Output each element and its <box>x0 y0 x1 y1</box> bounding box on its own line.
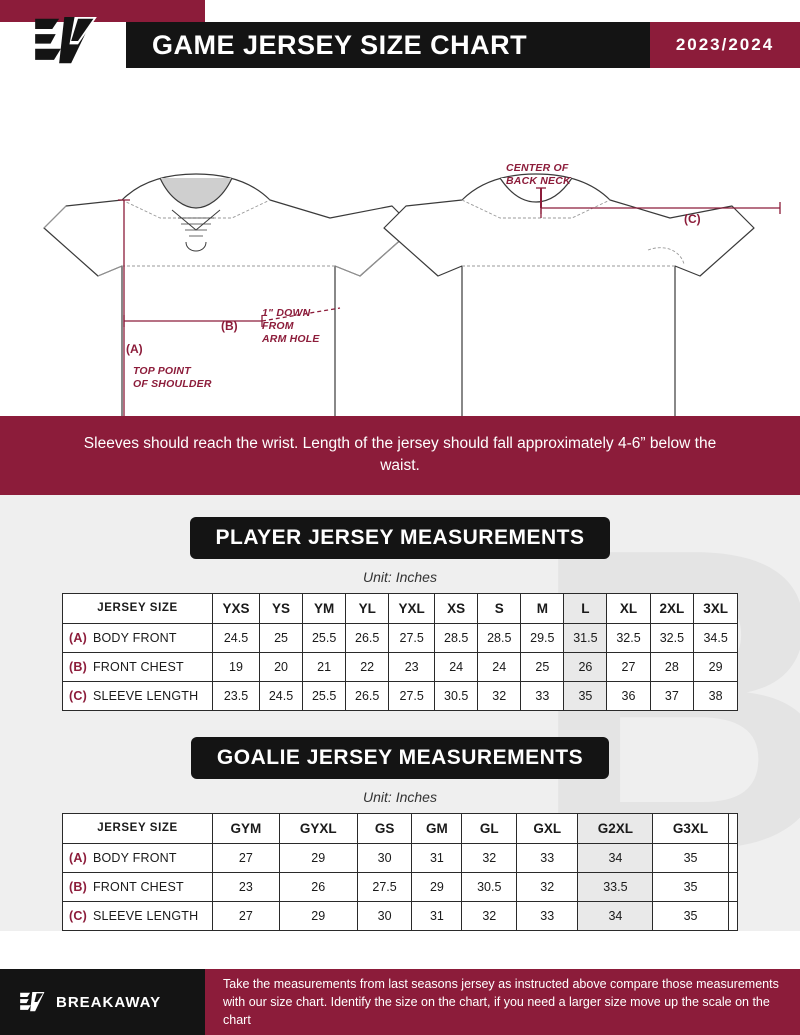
goalie-r0-c5: 33 <box>517 843 578 872</box>
page-header <box>0 0 800 78</box>
player-r2-c4: 27.5 <box>389 681 435 710</box>
goalie-r1-c7: 35 <box>653 872 728 901</box>
player-r0-c0: 24.5 <box>213 623 260 652</box>
goalie-row-0-label <box>63 843 213 872</box>
player-col-10: 2XL <box>650 593 694 623</box>
brand-logo <box>12 10 120 72</box>
goalie-col-4: GL <box>462 813 517 843</box>
table-row <box>63 652 738 681</box>
goalie-row-0-tag: (A) <box>69 850 87 865</box>
tag-c: (C) <box>684 212 701 226</box>
player-r0-c5: 28.5 <box>435 623 478 652</box>
player-col-6: S <box>478 593 521 623</box>
goalie-r2-c2: 30 <box>357 901 412 930</box>
player-r1-c0: 19 <box>213 652 260 681</box>
goalie-r1-c5: 32 <box>517 872 578 901</box>
player-col-3: YL <box>346 593 389 623</box>
player-row-2-label <box>63 681 213 710</box>
goalie-r0-c6: 34 <box>578 843 653 872</box>
player-r2-c3: 26.5 <box>346 681 389 710</box>
goalie-r1-c1: 26 <box>279 872 357 901</box>
goalie-size-label: JERSEY SIZE <box>63 813 213 843</box>
player-r1-c11: 29 <box>694 652 738 681</box>
goalie-col-1: GYXL <box>279 813 357 843</box>
jersey-illustration <box>0 78 800 416</box>
player-r2-c9: 36 <box>607 681 650 710</box>
player-row-0-label <box>63 623 213 652</box>
player-col-8: L <box>564 593 607 623</box>
player-col-7: M <box>521 593 564 623</box>
player-row-0-tag: (A) <box>69 630 87 645</box>
player-r0-c1: 25 <box>260 623 303 652</box>
goalie-r0-c7: 35 <box>653 843 728 872</box>
table-row <box>63 843 738 872</box>
player-unit-label: Unit: Inches <box>363 568 437 585</box>
player-r2-c1: 24.5 <box>260 681 303 710</box>
page-title: GAME JERSEY SIZE CHART <box>152 29 528 60</box>
goalie-row-2-tag: (C) <box>69 908 87 923</box>
goalie-r0-c4: 32 <box>462 843 517 872</box>
goalie-col-spacer <box>728 813 737 843</box>
player-r2-c5: 30.5 <box>435 681 478 710</box>
goalie-row-2-name: SLEEVE LENGTH <box>92 908 199 923</box>
player-r1-c7: 25 <box>521 652 564 681</box>
goalie-r1-spacer <box>728 872 737 901</box>
annotation-top-point-shoulder: TOP POINT OF SHOULDER <box>133 365 212 391</box>
table-row <box>63 681 738 710</box>
fit-note: Sleeves should reach the wrist. Length of the jersey should fall approximately 4-6” below the waist. <box>0 416 800 495</box>
breakaway-b-logo-icon <box>18 985 48 1019</box>
goalie-col-7: G3XL <box>653 813 728 843</box>
player-r1-c9: 27 <box>607 652 650 681</box>
player-r1-c1: 20 <box>260 652 303 681</box>
player-r0-c11: 34.5 <box>694 623 738 652</box>
player-table-wrap <box>0 593 800 711</box>
player-r1-c2: 21 <box>303 652 346 681</box>
goalie-r2-c6: 34 <box>578 901 653 930</box>
player-r1-c8: 26 <box>564 652 607 681</box>
goalie-r2-c1: 29 <box>279 901 357 930</box>
player-row-2-tag: (C) <box>69 688 87 703</box>
player-r0-c10: 32.5 <box>650 623 694 652</box>
player-section-title: PLAYER JERSEY MEASUREMENTS <box>190 517 611 559</box>
goalie-r0-spacer <box>728 843 737 872</box>
goalie-row-0-name: BODY FRONT <box>92 850 177 865</box>
tag-b: (B) <box>221 319 238 333</box>
goalie-measurements-table <box>62 813 738 931</box>
goalie-r2-c4: 32 <box>462 901 517 930</box>
player-r0-c9: 32.5 <box>607 623 650 652</box>
player-col-0: YXS <box>213 593 260 623</box>
player-r0-c3: 26.5 <box>346 623 389 652</box>
table-row <box>63 872 738 901</box>
player-row-2-name: SLEEVE LENGTH <box>92 688 199 703</box>
player-col-5: XS <box>435 593 478 623</box>
table-row <box>63 901 738 930</box>
player-r1-c4: 23 <box>389 652 435 681</box>
player-col-11: 3XL <box>694 593 738 623</box>
table-row <box>63 623 738 652</box>
player-r2-c7: 33 <box>521 681 564 710</box>
goalie-r2-spacer <box>728 901 737 930</box>
goalie-r2-c7: 35 <box>653 901 728 930</box>
player-col-9: XL <box>607 593 650 623</box>
annotation-center-back-neck: CENTER OF BACK NECK <box>506 162 571 188</box>
annotation-arm-hole: 1" DOWN FROM ARM HOLE <box>262 307 320 346</box>
goalie-unit-label: Unit: Inches <box>363 788 437 805</box>
goalie-r0-c3: 31 <box>412 843 462 872</box>
goalie-r1-c6: 33.5 <box>578 872 653 901</box>
player-r2-c10: 37 <box>650 681 694 710</box>
player-r0-c4: 27.5 <box>389 623 435 652</box>
player-r1-c5: 24 <box>435 652 478 681</box>
goalie-col-2: GS <box>357 813 412 843</box>
jersey-diagram-svg <box>0 78 800 416</box>
player-r1-c3: 22 <box>346 652 389 681</box>
player-r2-c8: 35 <box>564 681 607 710</box>
player-measurements-table <box>62 593 738 711</box>
season-badge: 2023/2024 <box>650 22 800 68</box>
goalie-r0-c1: 29 <box>279 843 357 872</box>
goalie-r2-c0: 27 <box>213 901 280 930</box>
player-r2-c11: 38 <box>694 681 738 710</box>
goalie-r1-c4: 30.5 <box>462 872 517 901</box>
goalie-section-title: GOALIE JERSEY MEASUREMENTS <box>191 737 609 779</box>
player-size-label: JERSEY SIZE <box>63 593 213 623</box>
page-footer <box>0 969 800 1035</box>
tag-a: (A) <box>126 342 143 356</box>
goalie-r0-c2: 30 <box>357 843 412 872</box>
footer-brand <box>0 969 205 1035</box>
goalie-row-2-label <box>63 901 213 930</box>
title-bar <box>126 22 800 68</box>
footer-brand-name: BREAKAWAY <box>56 993 162 1011</box>
table-header-row <box>63 593 738 623</box>
player-r1-c6: 24 <box>478 652 521 681</box>
player-r2-c2: 25.5 <box>303 681 346 710</box>
breakaway-b-logo-icon <box>30 13 102 69</box>
player-r2-c6: 32 <box>478 681 521 710</box>
player-col-4: YXL <box>389 593 435 623</box>
goalie-r1-c2: 27.5 <box>357 872 412 901</box>
player-row-1-label <box>63 652 213 681</box>
goalie-col-3: GM <box>412 813 462 843</box>
goalie-r1-c3: 29 <box>412 872 462 901</box>
player-r1-c10: 28 <box>650 652 694 681</box>
goalie-row-1-label <box>63 872 213 901</box>
player-col-2: YM <box>303 593 346 623</box>
measurements-section <box>0 495 800 931</box>
goalie-row-1-tag: (B) <box>69 879 87 894</box>
goalie-col-6: G2XL <box>578 813 653 843</box>
player-row-1-name: FRONT CHEST <box>92 659 184 674</box>
goalie-col-0: GYM <box>213 813 280 843</box>
footer-instructions: Take the measurements from last seasons jersey as instructed above compare those measurements with our size chart. Identify the size on the chart, if you need a larger size move up the scale on the chart <box>205 969 800 1035</box>
player-r0-c6: 28.5 <box>478 623 521 652</box>
goalie-table-wrap <box>0 813 800 931</box>
player-r0-c7: 29.5 <box>521 623 564 652</box>
goalie-row-1-name: FRONT CHEST <box>92 879 184 894</box>
goalie-r2-c5: 33 <box>517 901 578 930</box>
table-header-row <box>63 813 738 843</box>
player-r0-c2: 25.5 <box>303 623 346 652</box>
player-r0-c8: 31.5 <box>564 623 607 652</box>
goalie-r0-c0: 27 <box>213 843 280 872</box>
goalie-col-5: GXL <box>517 813 578 843</box>
player-r2-c0: 23.5 <box>213 681 260 710</box>
goalie-r2-c3: 31 <box>412 901 462 930</box>
player-row-0-name: BODY FRONT <box>92 630 177 645</box>
player-row-1-tag: (B) <box>69 659 87 674</box>
player-col-1: YS <box>260 593 303 623</box>
goalie-r1-c0: 23 <box>213 872 280 901</box>
